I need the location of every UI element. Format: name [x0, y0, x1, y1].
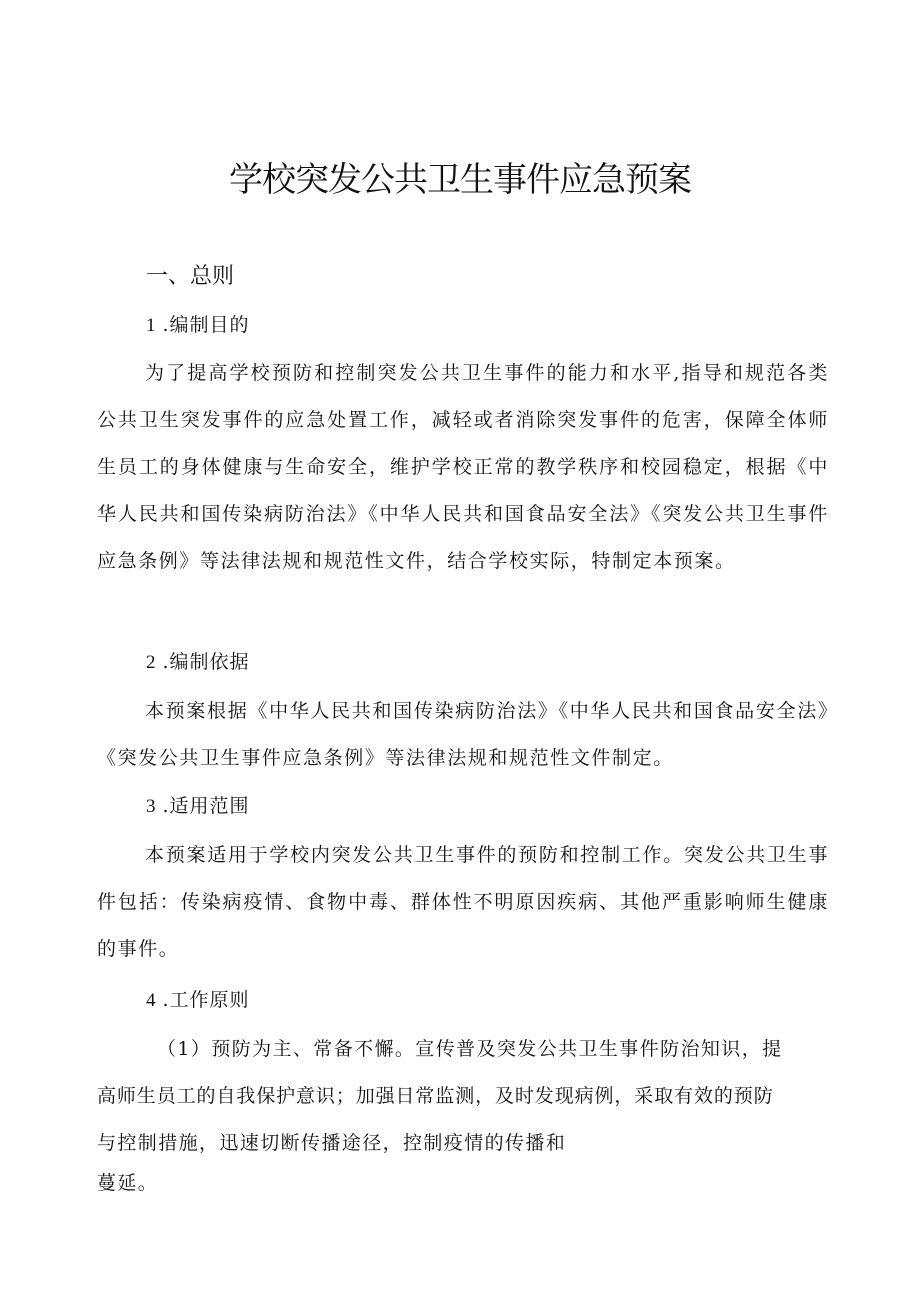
principle-item-prevention [97, 1026, 829, 1199]
paragraph-scope: 本预案适用于学校内突发公共卫生事件的预防和控制工作。突发公共卫生事件包括：传染病疫情、食物中毒、群体性不明原因疾病、其他严重影响师生健康的事件。 [97, 844, 829, 960]
subheading-purpose [146, 311, 250, 340]
subheading-label: .编制目的 [162, 314, 250, 336]
subheading-basis [146, 648, 250, 677]
subheading-number: 4 [146, 990, 157, 1011]
subheading-number: 2 [146, 652, 157, 673]
principle-line: （1）预防为主、常备不懈。宣传普及突发公共卫生事件防治知识，提 [157, 1038, 783, 1060]
principle-line: 高师生员工的自我保护意识；加强日常监测，及时发现病例，采取有效的预防 [97, 1085, 774, 1107]
section-heading-general: 一、总则 [146, 264, 235, 289]
principle-line: 蔓延。 [97, 1172, 159, 1194]
subheading-principles [146, 986, 250, 1015]
subheading-scope [146, 792, 250, 821]
subheading-number: 3 [146, 796, 157, 817]
subheading-number: 1 [146, 315, 157, 336]
paragraph-basis: 本预案根据《中华人民共和国传染病防治法》《中华人民共和国食品安全法》《突发公共卫生事件应急条例》等法律法规和规范性文件制定。 [97, 700, 829, 769]
document-title: 学校突发公共卫生事件应急预案 [229, 160, 691, 200]
principle-line: 与控制措施，迅速切断传播途径，控制疫情的传播和 [97, 1132, 567, 1154]
subheading-label: .工作原则 [162, 989, 250, 1011]
paragraph-purpose: 为了提高学校预防和控制突发公共卫生事件的能力和水平,指导和规范各类公共卫生突发事件的应急处置工作，减轻或者消除突发事件的危害，保障全体师生员工的身体健康与生命安全，维护学校正常的教学秩序和校园稳定，根据《中华人民共和国传染病防治法》《中华人民共和国食品安全法》《突发公共卫生事件应急条例》等法律法规和规范性文件，结合学校实际，特制定本预案。 [97, 362, 829, 572]
subheading-label: .编制依据 [162, 651, 250, 673]
subheading-label: .适用范围 [162, 795, 250, 817]
